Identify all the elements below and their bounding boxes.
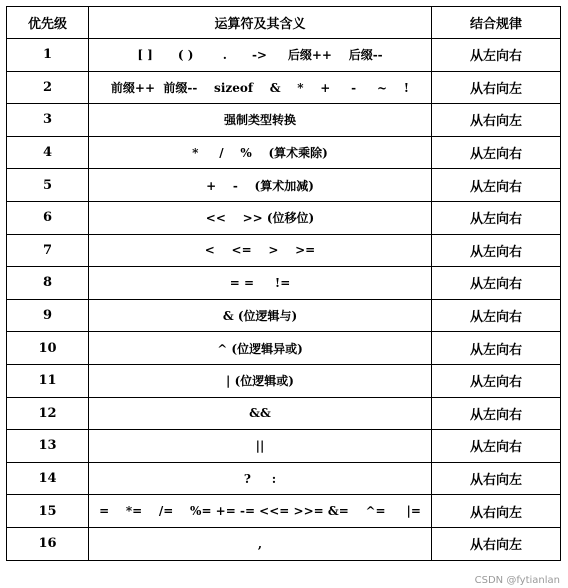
priority-cell: 16	[7, 527, 89, 560]
operators-cell: & (位逻辑与)	[89, 299, 432, 332]
operators-cell: &&	[89, 397, 432, 430]
table-row	[7, 39, 561, 72]
operators-cell: 前缀++ 前缀-- sizeof & * + - ~ !	[89, 71, 432, 104]
table-row	[7, 104, 561, 137]
priority-cell: 15	[7, 495, 89, 528]
watermark: CSDN @fytianlan	[474, 575, 560, 586]
operators-cell: < <= > >=	[89, 234, 432, 267]
priority-cell: 1	[7, 39, 89, 72]
associativity-cell: 从左向右	[432, 136, 561, 169]
table-row	[7, 71, 561, 104]
priority-cell: 3	[7, 104, 89, 137]
table-row	[7, 234, 561, 267]
table-row	[7, 332, 561, 365]
associativity-cell: 从左向右	[432, 267, 561, 300]
operators-cell: ^ (位逻辑异或)	[89, 332, 432, 365]
priority-cell: 11	[7, 364, 89, 397]
header-operators: 运算符及其含义	[89, 7, 432, 39]
associativity-cell: 从右向左	[432, 104, 561, 137]
associativity-cell: 从右向左	[432, 527, 561, 560]
associativity-cell: 从左向右	[432, 234, 561, 267]
operators-cell: * / % (算术乘除)	[89, 136, 432, 169]
table-row	[7, 201, 561, 234]
table-row	[7, 495, 561, 528]
operators-cell: | (位逻辑或)	[89, 364, 432, 397]
table-row	[7, 299, 561, 332]
operators-cell: 强制类型转换	[89, 104, 432, 137]
priority-cell: 12	[7, 397, 89, 430]
operators-cell: << >> (位移位)	[89, 201, 432, 234]
associativity-cell: 从左向右	[432, 169, 561, 202]
header-associativity: 结合规律	[432, 7, 561, 39]
table-row	[7, 364, 561, 397]
operators-cell: [ ] ( ) . -> 后缀++ 后缀--	[89, 39, 432, 72]
priority-cell: 10	[7, 332, 89, 365]
table-row	[7, 169, 561, 202]
priority-cell: 7	[7, 234, 89, 267]
priority-cell: 13	[7, 430, 89, 463]
operator-precedence-table	[6, 6, 561, 561]
associativity-cell: 从左向右	[432, 332, 561, 365]
operators-cell: = *= /= %= += -= <<= >>= &= ^= |=	[89, 495, 432, 528]
priority-cell: 4	[7, 136, 89, 169]
associativity-cell: 从右向左	[432, 71, 561, 104]
table-row	[7, 397, 561, 430]
operators-cell: = = !=	[89, 267, 432, 300]
priority-cell: 2	[7, 71, 89, 104]
header-row	[7, 7, 561, 39]
operators-cell: ||	[89, 430, 432, 463]
associativity-cell: 从右向左	[432, 462, 561, 495]
header-priority: 优先级	[7, 7, 89, 39]
priority-cell: 14	[7, 462, 89, 495]
associativity-cell: 从左向右	[432, 397, 561, 430]
associativity-cell: 从左向右	[432, 364, 561, 397]
priority-cell: 9	[7, 299, 89, 332]
associativity-cell: 从左向右	[432, 201, 561, 234]
associativity-cell: 从左向右	[432, 299, 561, 332]
associativity-cell: 从左向右	[432, 39, 561, 72]
table-row	[7, 136, 561, 169]
table-body	[7, 39, 561, 561]
associativity-cell: 从右向左	[432, 495, 561, 528]
table-row	[7, 267, 561, 300]
priority-cell: 8	[7, 267, 89, 300]
table-row	[7, 462, 561, 495]
priority-cell: 5	[7, 169, 89, 202]
table-row	[7, 430, 561, 463]
operators-cell: + - (算术加减)	[89, 169, 432, 202]
associativity-cell: 从左向右	[432, 430, 561, 463]
operator-precedence-table-container	[6, 6, 560, 561]
priority-cell: 6	[7, 201, 89, 234]
operators-cell: ,	[89, 527, 432, 560]
operators-cell: ? :	[89, 462, 432, 495]
table-row	[7, 527, 561, 560]
